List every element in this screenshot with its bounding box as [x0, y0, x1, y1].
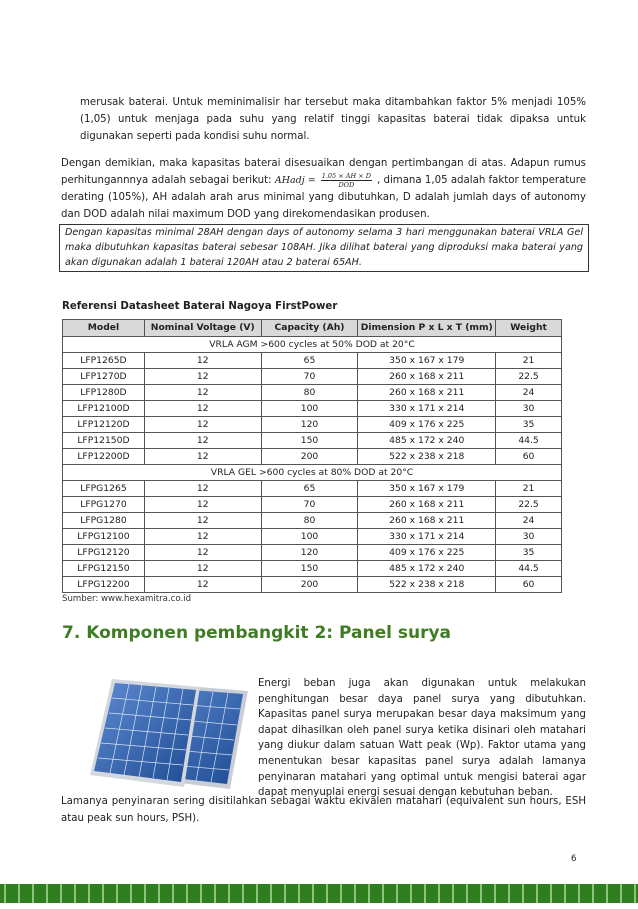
cell-dimension: 522 x 238 x 218	[358, 577, 496, 593]
footer-stripe	[130, 884, 132, 903]
table-row	[63, 529, 562, 545]
footer-stripe	[368, 884, 370, 903]
cell-capacity: 150	[261, 433, 358, 449]
header-weight: Weight	[496, 320, 562, 337]
footer-stripe	[396, 884, 398, 903]
footer-stripe	[172, 884, 174, 903]
cell-voltage: 12	[144, 449, 261, 465]
cell-capacity: 150	[261, 561, 358, 577]
table-body	[63, 337, 562, 593]
cell-model: LFPG12100	[63, 529, 145, 545]
cell-weight: 30	[496, 529, 562, 545]
table-row	[63, 433, 562, 449]
cell-model: LFP12120D	[63, 417, 145, 433]
cell-dimension: 260 x 168 x 211	[358, 497, 496, 513]
cell-voltage: 12	[144, 513, 261, 529]
cell-dimension: 260 x 168 x 211	[358, 369, 496, 385]
cell-weight: 24	[496, 513, 562, 529]
cell-voltage: 12	[144, 401, 261, 417]
panel-paragraph: Energi beban juga akan digunakan untuk melakukan penghitungan besar daya panel surya yang dibutuhkan. Kapasitas panel surya merupakan besar daya maksimum yang dapat dihasilkan oleh panel surya ketika disinari oleh matahari yang diukur dalam satuan Watt peak (Wp). Faktor utama yang menentukan besar kapasitas panel surya adalah lamanya penyinaran matahari yang optimal untuk mengisi baterai agar dapat menyuplai energi sesuai dengan kebutuhan beban.	[258, 678, 586, 799]
cell-weight: 22.5	[496, 369, 562, 385]
footer-stripe	[144, 884, 146, 903]
table-row	[63, 369, 562, 385]
cell-voltage: 12	[144, 577, 261, 593]
example-note-box: Dengan kapasitas minimal 28AH dengan days of autonomy selama 3 hari menggunakan baterai VRLA Gel maka dibutuhkan kapasitas baterai sebesar 108AH. Jika dilihat baterai yang diproduksi maka baterai yang akan digunakan adalah 1 baterai 120AH atau 2 baterai 65AH.	[59, 224, 589, 272]
cell-capacity: 70	[261, 497, 358, 513]
footer-stripe	[270, 884, 272, 903]
footer-stripe	[74, 884, 76, 903]
cell-capacity: 120	[261, 545, 358, 561]
table-title: Referensi Datasheet Baterai Nagoya FirstPower	[62, 301, 338, 312]
footer-green-bar	[0, 884, 638, 903]
cell-capacity: 65	[261, 481, 358, 497]
cell-weight: 30	[496, 401, 562, 417]
cell-voltage: 12	[144, 545, 261, 561]
footer-stripe	[284, 884, 286, 903]
cell-model: LFP12150D	[63, 433, 145, 449]
footer-stripe	[60, 884, 62, 903]
footer-stripe	[88, 884, 90, 903]
cell-dimension: 522 x 238 x 218	[358, 449, 496, 465]
cell-model: LFPG12150	[63, 561, 145, 577]
formula-numerator: 1.05 × AH × D	[321, 172, 371, 180]
formula-text-before: Dengan demikian, maka kapasitas baterai disesuaikan dengan pertimbangan di atas. Adapun rumus perhitungannnya adalah sebagai berikut:	[61, 158, 586, 186]
header-voltage: Nominal Voltage (V)	[144, 320, 261, 337]
cell-voltage: 12	[144, 353, 261, 369]
footer-stripe	[382, 884, 384, 903]
footer-stripe	[592, 884, 594, 903]
cell-dimension: 350 x 167 x 179	[358, 481, 496, 497]
cell-capacity: 80	[261, 513, 358, 529]
table-row	[63, 401, 562, 417]
table-row	[63, 561, 562, 577]
footer-stripe	[46, 884, 48, 903]
footer-stripe	[452, 884, 454, 903]
footer-stripe	[298, 884, 300, 903]
footer-stripe	[438, 884, 440, 903]
cell-voltage: 12	[144, 369, 261, 385]
cell-weight: 22.5	[496, 497, 562, 513]
footer-stripe	[116, 884, 118, 903]
footer-stripe	[508, 884, 510, 903]
cell-dimension: 330 x 171 x 214	[358, 529, 496, 545]
footer-stripe	[158, 884, 160, 903]
panel-paragraph-continued: Lamanya penyinaran sering disitilahkan sebagai waktu ekivalen matahari (equivalent sun hours, ESH atau peak sun hours, PSH).	[61, 796, 586, 824]
cell-model: LFP12100D	[63, 401, 145, 417]
footer-stripe	[550, 884, 552, 903]
cell-model: LFP12200D	[63, 449, 145, 465]
footer-stripe	[4, 884, 6, 903]
footer-stripe	[32, 884, 34, 903]
cell-capacity: 100	[261, 529, 358, 545]
table-row	[63, 449, 562, 465]
cell-model: LFPG1265	[63, 481, 145, 497]
cell-capacity: 65	[261, 353, 358, 369]
cell-dimension: 350 x 167 x 179	[358, 353, 496, 369]
page-number: 6	[571, 854, 577, 864]
cell-weight: 44.5	[496, 561, 562, 577]
formula-denominator: DOD	[338, 181, 355, 189]
solar-panel-image	[88, 677, 253, 799]
cell-dimension: 485 x 172 x 240	[358, 561, 496, 577]
table-row	[63, 353, 562, 369]
cell-capacity: 70	[261, 369, 358, 385]
footer-stripe	[466, 884, 468, 903]
formula-fraction	[321, 172, 372, 189]
cell-weight: 21	[496, 353, 562, 369]
cell-voltage: 12	[144, 417, 261, 433]
table-group-label: VRLA GEL >600 cycles at 80% DOD at 20°C	[63, 465, 562, 481]
cell-weight: 35	[496, 545, 562, 561]
footer-stripe	[340, 884, 342, 903]
cell-dimension: 330 x 171 x 214	[358, 401, 496, 417]
formula-lhs: AHadj =	[274, 175, 316, 186]
footer-stripe	[200, 884, 202, 903]
cell-capacity: 80	[261, 385, 358, 401]
cell-dimension: 260 x 168 x 211	[358, 385, 496, 401]
header-dimension: Dimension P x L x T (mm)	[358, 320, 496, 337]
cell-capacity: 100	[261, 401, 358, 417]
footer-stripe	[620, 884, 622, 903]
section-heading: 7. Komponen pembangkit 2: Panel surya	[62, 623, 452, 643]
footer-stripe	[606, 884, 608, 903]
table-header-row	[63, 320, 562, 337]
formula-expression	[274, 172, 377, 189]
footer-stripe	[214, 884, 216, 903]
cell-dimension: 409 x 176 x 225	[358, 417, 496, 433]
table-row	[63, 497, 562, 513]
footer-stripe	[480, 884, 482, 903]
footer-stripe	[578, 884, 580, 903]
footer-stripe	[186, 884, 188, 903]
table-row	[63, 545, 562, 561]
cell-weight: 60	[496, 577, 562, 593]
cell-voltage: 12	[144, 561, 261, 577]
cell-model: LFPG1280	[63, 513, 145, 529]
cell-dimension: 260 x 168 x 211	[358, 513, 496, 529]
footer-stripe	[228, 884, 230, 903]
cell-weight: 35	[496, 417, 562, 433]
cell-weight: 24	[496, 385, 562, 401]
cell-model: LFP1280D	[63, 385, 145, 401]
cell-model: LFPG12120	[63, 545, 145, 561]
cell-weight: 60	[496, 449, 562, 465]
cell-voltage: 12	[144, 433, 261, 449]
footer-stripe	[18, 884, 20, 903]
table-row	[63, 417, 562, 433]
cell-voltage: 12	[144, 481, 261, 497]
footer-stripe	[536, 884, 538, 903]
table-row	[63, 481, 562, 497]
footer-stripe	[564, 884, 566, 903]
cell-voltage: 12	[144, 385, 261, 401]
cell-voltage: 12	[144, 529, 261, 545]
footer-stripe	[256, 884, 258, 903]
cell-dimension: 409 x 176 x 225	[358, 545, 496, 561]
cell-model: LFP1270D	[63, 369, 145, 385]
footer-stripe	[494, 884, 496, 903]
footer-stripe	[312, 884, 314, 903]
cell-weight: 21	[496, 481, 562, 497]
cell-dimension: 485 x 172 x 240	[358, 433, 496, 449]
table-row	[63, 385, 562, 401]
cell-capacity: 120	[261, 417, 358, 433]
footer-stripe	[242, 884, 244, 903]
table-group-row	[63, 337, 562, 353]
table-row	[63, 513, 562, 529]
battery-datasheet-table	[62, 319, 562, 593]
cell-model: LFPG1270	[63, 497, 145, 513]
footer-stripe	[102, 884, 104, 903]
footer-stripe	[522, 884, 524, 903]
table-group-row	[63, 465, 562, 481]
cell-model: LFPG12200	[63, 577, 145, 593]
cell-voltage: 12	[144, 497, 261, 513]
cell-model: LFP1265D	[63, 353, 145, 369]
table-source: Sumber: www.hexamitra.co.id	[62, 594, 192, 604]
cell-weight: 44.5	[496, 433, 562, 449]
formula-text-after: , dimana 1,05 adalah faktor temperature derating (105%), AH adalah arah arus minimal yang dibutuhkan, D adalah jumlah days of autonomy dan DOD adalah nilai maximum DOD yang direkomendasikan produsen.	[61, 175, 586, 220]
table-group-label: VRLA AGM >600 cycles at 50% DOD at 20°C	[63, 337, 562, 353]
footer-stripe	[424, 884, 426, 903]
cell-capacity: 200	[261, 449, 358, 465]
footer-stripe	[634, 884, 636, 903]
formula-paragraph	[61, 155, 586, 223]
footer-stripe	[354, 884, 356, 903]
header-capacity: Capacity (Ah)	[261, 320, 358, 337]
cell-capacity: 200	[261, 577, 358, 593]
intro-paragraph: merusak baterai. Untuk meminimalisir har tersebut maka ditambahkan faktor 5% menjadi 105% (1,05) untuk menjaga pada suhu yang relatif tinggi kapasitas baterai tidak dipaksa untuk digunakan seperti pada kondisi suhu normal.	[80, 97, 586, 142]
footer-stripe	[326, 884, 328, 903]
footer-stripe	[410, 884, 412, 903]
header-model: Model	[63, 320, 145, 337]
